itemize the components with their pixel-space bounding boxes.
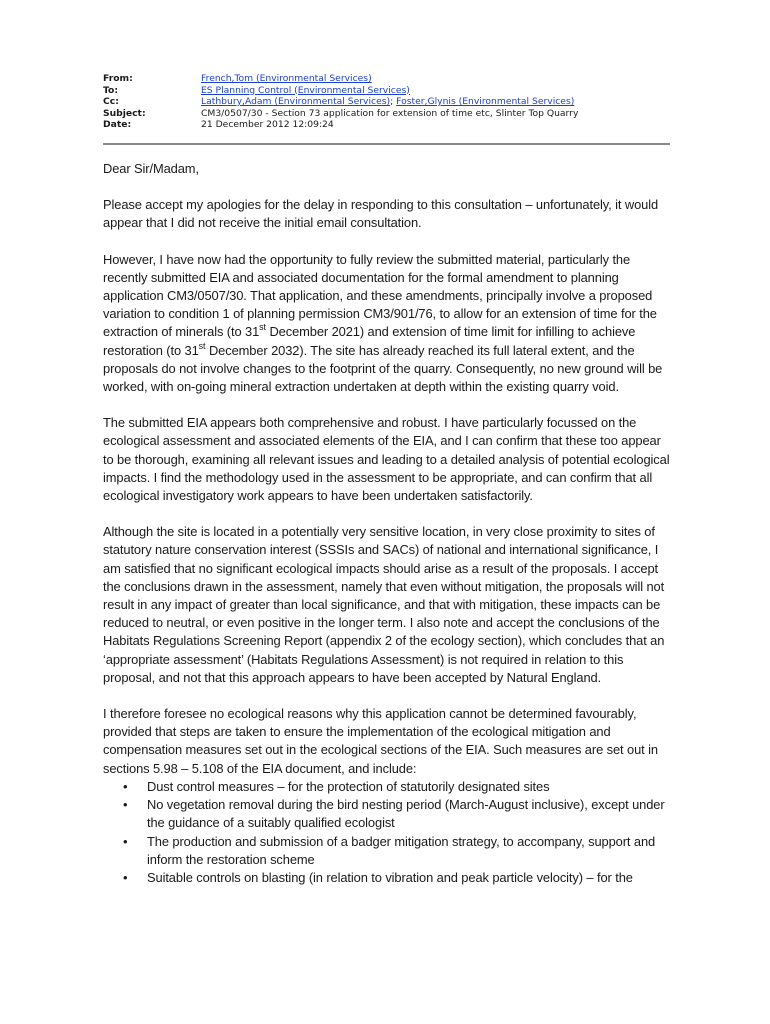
superscript-st-1: st [259, 322, 266, 333]
paragraph-3: The submitted EIA appears both comprehensive and robust. I have particularly focussed on the ecological assessment and associated elements of the EIA, and I can confirm that these too appear to be thorough, examining all relevant issues and leading to a detailed analysis of potential ecological impacts. I find the methodology used in the assessment to be appropriate, and can confirm that all ecological investigatory work appears to have been undertaken satisfactorily. [103, 415, 670, 504]
header-cc-row [103, 96, 670, 108]
header-subject-row [103, 108, 670, 120]
to-link[interactable]: ES Planning Control (Environmental Services) [201, 84, 410, 96]
list-item: • The production and submission of a badger mitigation strategy, to accompany, support and inform the restoration scheme [103, 833, 670, 869]
from-link[interactable]: French,Tom (Environmental Services) [201, 73, 372, 84]
header-to-row [103, 85, 670, 97]
from-label: From: [103, 73, 133, 84]
paragraph-5: I therefore foresee no ecological reasons why this application cannot be determined favourably, provided that steps are taken to ensure the implementation of the ecological mitigation and compensation measures set out in the ecological sections of the EIA. Such measures are set out in sections 5.98 – 5.108 of the EIA document, and include: [103, 706, 658, 776]
superscript-st-2: st [198, 340, 206, 351]
email-body [103, 160, 670, 887]
date-label: Date: [103, 119, 132, 131]
measures-list [103, 778, 670, 887]
greeting: Dear Sir/Madam, [103, 161, 199, 176]
list-item: • Dust control measures – for the protection of statutorily designated sites [103, 778, 670, 796]
paragraph-4: Although the site is located in a potentially very sensitive location, in very close proximity to sites of statutory nature conservation interest (SSSIs and SACs) of national and international significance, I am satisfied that no significant ecological impacts should arise as a result of the proposals. I accept the conclusions drawn in the assessment, namely that even without mitigation, the proposals will not result in any impact of greater than local significance, and that with mitigation, these impacts can be reduced to neutral, or even positive in the longer term. I also note and accept the conclusions of the Habitats Regulations Screening Report (appendix 2 of the ecology section), which concludes that an ‘appropriate assessment’ (Habitats Regulations Assessment) is not required in relation to this proposal, and not that this approach appears to have been accepted by Natural England. [103, 524, 665, 685]
date-value: 21 December 2012 12:09:24 [201, 119, 334, 131]
header-date-row [103, 119, 670, 131]
paragraph-2-part-b: December 2021) and extension of time limit for infilling to achieve restoration (to 31 [103, 324, 636, 358]
paragraph-1: Please accept my apologies for the delay in responding to this consultation – unfortunately, it would appear that I did not receive the initial email consultation. [103, 197, 659, 231]
email-header [103, 73, 670, 131]
subject-value: CM3/0507/30 - Section 73 application for extension of time etc, Slinter Top Quarry [201, 107, 579, 119]
list-item: • No vegetation removal during the bird nesting period (March-August inclusive), except under the guidance of a suitably qualified ecologist [103, 796, 670, 832]
list-item: • Suitable controls on blasting (in relation to vibration and peak particle velocity) – for the [103, 869, 670, 887]
header-divider [103, 143, 670, 145]
cc-separator: ; [390, 96, 397, 108]
paragraph-2-part-a: However, I have now had the opportunity to fully review the submitted material, particularly the recently submitted EIA and associated documentation for the formal amendment to planning application CM3/0507/30. That application, and these amendments, principally involve a proposed variation to condition 1 of planning permission CM3/901/76, to allow for an extension of time for the extraction of minerals (to 31 [103, 251, 657, 340]
paragraph-2-part-c: December 2032). The site has already reached its full lateral extent, and the proposals do not involve changes to the footprint of the quarry. Consequently, no new ground will be worked, with on-going mineral extraction undertaken at depth within the existing quarry void. [103, 342, 663, 395]
header-from-row [103, 73, 670, 85]
subject-label: Subject: [103, 107, 146, 119]
cc-link-2[interactable]: Foster,Glynis (Environmental Services) [396, 96, 575, 108]
cc-link-1[interactable]: Lathbury,Adam (Environmental Services) [201, 96, 391, 108]
paragraph-2 [103, 251, 670, 397]
to-label: To: [103, 84, 119, 96]
cc-label: Cc: [103, 96, 119, 108]
